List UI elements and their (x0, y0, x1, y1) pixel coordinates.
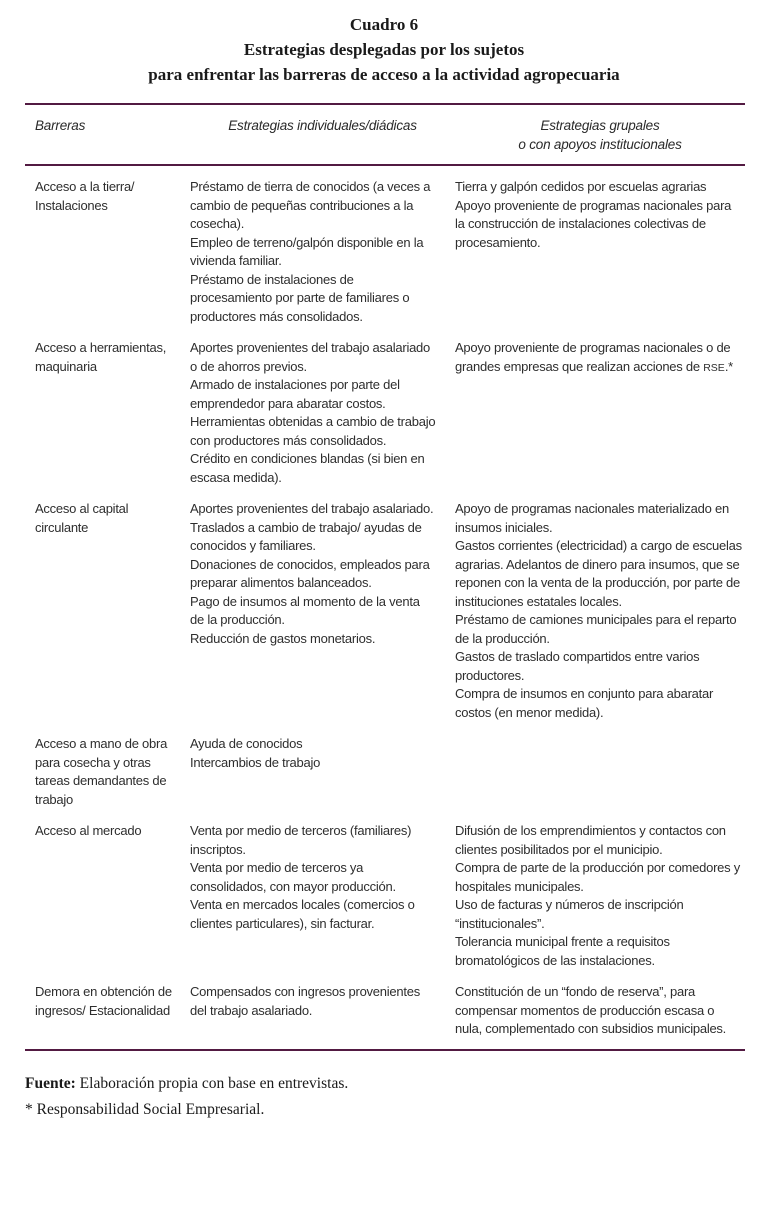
strategies-table (25, 103, 745, 1051)
table-header-row (25, 105, 745, 164)
table-row (25, 722, 745, 809)
strategy-item: Herramientas obtenidas a cambio de trabajo con productores más consolidados. (190, 414, 436, 448)
barrier-cell (25, 735, 190, 809)
group-strategies-cell (455, 735, 745, 809)
individual-strategies-cell (190, 822, 455, 970)
strategy-item: Acceso al mercado (35, 823, 142, 838)
individual-strategies-cell (190, 735, 455, 809)
strategy-item: Venta por medio de terceros ya consolidados, con mayor producción. (190, 860, 396, 894)
strategy-item: Gastos de traslado compartidos entre varios productores. (455, 649, 700, 683)
group-strategies-cell (455, 339, 745, 487)
bottom-rule (25, 1049, 745, 1051)
strategy-item: Venta en mercados locales (comercios o clientes particulares), sin facturar. (190, 897, 415, 931)
strategy-item: Tierra y galpón cedidos por escuelas agrarias (455, 179, 707, 194)
footnote-line: * Responsabilidad Social Empresarial. (25, 1100, 265, 1118)
source-label: Fuente: (25, 1074, 76, 1092)
strategy-item: Traslados a cambio de trabajo/ ayudas de conocidos y familiares. (190, 519, 422, 553)
strategy-item: Armado de instalaciones por parte del emprendedor para abaratar costos. (190, 377, 400, 411)
header-group-line1: Estrategias grupales (540, 118, 660, 133)
source-line (25, 1071, 743, 1097)
strategy-item: Tolerancia municipal frente a requisitos bromatológicos de las instalaciones. (455, 934, 670, 968)
strategy-item: Pago de insumos al momento de la venta de la producción. (190, 593, 420, 627)
strategy-item: Ayuda de conocidos (190, 736, 303, 751)
strategy-item: Donaciones de conocidos, empleados para preparar alimentos balanceados. (190, 556, 430, 590)
strategy-item: Apoyo proveniente de programas nacionales para la construcción de instalaciones colectivas de procesamiento. (455, 197, 732, 250)
table-body (25, 166, 745, 1049)
table-row (25, 970, 745, 1039)
strategy-item: Acceso al capital circulante (35, 501, 129, 535)
strategy-item: Constitución de un “fondo de reserva”, para compensar momentos de producción escasa o nula, complementado con subsidios municipales. (455, 984, 727, 1036)
header-individual-strategies: Estrategias individuales/diádicas (228, 118, 417, 133)
individual-strategies-cell (190, 500, 455, 722)
strategy-item: Gastos corrientes (electricidad) a cargo de escuelas agrarias. Adelantos de dinero para insumos, que se reponen con la venta de la producción, por parte de instituciones estatales locales. (455, 538, 742, 609)
strategy-item: Aportes provenientes del trabajo asalariado o de ahorros previos. (190, 340, 431, 374)
group-strategies-cell (455, 983, 745, 1039)
strategy-item: Empleo de terreno/galpón disponible en la vivienda familiar. (190, 234, 424, 268)
table-title-line2: Estrategias desplegadas por los sujetos (243, 40, 525, 59)
strategy-item: Reducción de gastos monetarios. (190, 630, 376, 646)
strategy-item: Compensados con ingresos provenientes del trabajo asalariado. (190, 984, 420, 1018)
barrier-cell (25, 178, 190, 326)
table-row (25, 809, 745, 970)
strategy-item: Apoyo de programas nacionales materializado en insumos iniciales. (455, 501, 729, 535)
table-footer (25, 1071, 743, 1123)
individual-strategies-cell (190, 178, 455, 326)
individual-strategies-cell (190, 339, 455, 487)
strategy-item: Acceso a mano de obra para cosecha y otras tareas demandantes de trabajo (35, 736, 168, 807)
strategy-item: Préstamo de tierra de conocidos (a veces a cambio de pequeñas contribuciones a la cosecha). (190, 179, 431, 231)
strategy-item: Compra de parte de la producción por comedores y hospitales municipales. (455, 860, 740, 894)
strategy-item: Préstamo de instalaciones de procesamiento por parte de familiares o productores más consolidados. (190, 271, 410, 324)
table-title (0, 12, 768, 87)
strategy-item: Demora en obtención de ingresos/ Estacionalidad (35, 984, 172, 1018)
strategy-item: Crédito en condiciones blandas (si bien en escasa medida). (190, 451, 425, 485)
strategy-item: Apoyo proveniente de programas nacionales o de grandes empresas que realizan acciones de RSE.* (455, 340, 733, 374)
header-barriers: Barreras (35, 118, 86, 133)
strategy-item: Préstamo de camiones municipales para el reparto de la producción. (455, 612, 737, 646)
table-title-line3: para enfrentar las barreras de acceso a la actividad agropecuaria (148, 65, 620, 84)
barrier-cell (25, 500, 190, 722)
strategy-item: Acceso a la tierra/ Instalaciones (35, 179, 135, 213)
strategy-item: Venta por medio de terceros (familiares) inscriptos. (190, 823, 412, 857)
strategy-item: Acceso a herramientas, maquinaria (35, 340, 167, 374)
header-group-line2: o con apoyos institucionales (518, 137, 682, 152)
strategy-item: Compra de insumos en conjunto para abaratar costos (en menor medida). (455, 686, 714, 720)
header-group-strategies (455, 116, 745, 154)
group-strategies-cell (455, 178, 745, 326)
barrier-cell (25, 339, 190, 487)
barrier-cell (25, 822, 190, 970)
table-row (25, 487, 745, 722)
table-row (25, 170, 745, 326)
barrier-cell (25, 983, 190, 1039)
strategy-item: Difusión de los emprendimientos y contactos con clientes posibilitados por el municipio. (455, 823, 726, 857)
table-row (25, 326, 745, 487)
group-strategies-cell (455, 822, 745, 970)
source-text: Elaboración propia con base en entrevistas. (75, 1074, 349, 1092)
strategy-item: Uso de facturas y números de inscripción “institucionales”. (455, 897, 684, 931)
strategy-item: Intercambios de trabajo (190, 754, 321, 770)
individual-strategies-cell (190, 983, 455, 1039)
strategy-item: Aportes provenientes del trabajo asalariado. (190, 501, 434, 516)
table-title-number: Cuadro 6 (349, 15, 419, 34)
group-strategies-cell (455, 500, 745, 722)
